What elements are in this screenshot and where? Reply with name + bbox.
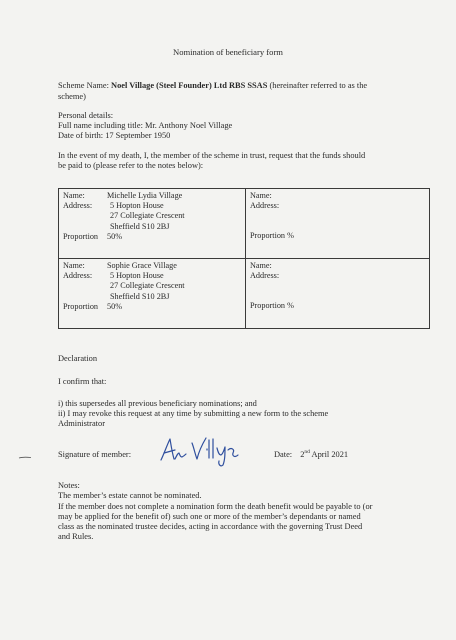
address-label: Address: (250, 271, 280, 281)
signature-label: Signature of member: (58, 450, 132, 459)
confirm-text: I confirm that: (58, 377, 107, 386)
request-line-1: In the event of my death, I, the member of the scheme in trust, request that the funds should (58, 151, 366, 160)
address-line-1: 5 Hopton House (110, 271, 164, 281)
proportion-label: Proportion % (250, 301, 294, 311)
proportion-label: Proportion % (250, 231, 294, 241)
notes-para-line-3: class as the nominated trustee decides, acting in accordance with the governing Trust Deed (58, 522, 363, 531)
beneficiary-cell-2 (246, 189, 430, 259)
notes-heading: Notes: (58, 481, 80, 490)
proportion-label: Proportion (63, 231, 99, 241)
scan-mark (18, 456, 32, 459)
beneficiary-cell-4 (246, 259, 430, 329)
scheme-suffix: (hereinafter referred to as the (267, 81, 368, 90)
address-line-3: Sheffield S10 2BJ (110, 291, 170, 301)
address-label: Address: (63, 271, 93, 281)
scheme-label: Scheme Name: (58, 81, 112, 90)
date-line (274, 450, 348, 460)
name-label: Name: (250, 191, 272, 200)
name-label: Name: (63, 261, 85, 270)
address-line-2: 27 Collegiate Crescent (110, 281, 185, 291)
personal-details-heading: Personal details: (58, 111, 114, 120)
scheme-suffix-line2: scheme) (58, 92, 86, 101)
request-line-2: be paid to (please refer to the notes below): (58, 161, 204, 170)
declaration-heading: Declaration (58, 354, 98, 363)
beneficiary-table (58, 188, 430, 329)
date-suffix: nd (304, 449, 310, 456)
date-rest: April 2021 (309, 450, 349, 459)
address-label: Address: (63, 201, 93, 211)
form-title: Nomination of beneficiary form (172, 47, 283, 57)
notes-para-line-4: and Rules. (58, 532, 94, 541)
scheme-name: Noel Village (Steel Founder) Ltd RBS SSAS (111, 81, 268, 90)
declaration-item-2-line-2: Administrator (58, 419, 105, 428)
name-label: Name: (250, 261, 272, 270)
date-label: Date: (274, 450, 293, 459)
proportion-label: Proportion (63, 301, 99, 311)
member-signature (155, 434, 241, 468)
notes-para-line-1: If the member does not complete a nomination form the death benefit would be payable to (or (58, 502, 373, 511)
address-line-2: 27 Collegiate Crescent (110, 211, 185, 221)
declaration-item-1: i) this supersedes all previous beneficiary nominations; and (58, 399, 257, 408)
address-label: Address: (250, 201, 280, 211)
name-label: Name: (63, 191, 85, 200)
full-name: Full name including title: Mr. Anthony Noel Village (58, 121, 233, 130)
beneficiary-cell-3 (59, 259, 246, 329)
scheme-name-line (58, 81, 367, 91)
beneficiary-name: Sophie Grace Village (107, 261, 177, 270)
declaration-item-2-line-1: ii) I may revoke this request at any time by submitting a new form to the scheme (58, 409, 329, 418)
address-line-3: Sheffield S10 2BJ (110, 221, 170, 231)
notes-line-1: The member’s estate cannot be nominated. (58, 491, 202, 500)
date-day: 2 (300, 450, 305, 459)
beneficiary-cell-1 (59, 189, 246, 259)
beneficiary-name: Michelle Lydia Village (107, 191, 183, 200)
proportion-value: 50% (107, 231, 123, 241)
notes-para-line-2: may be applied for the benefit of) such one or more of the member’s dependants or named (58, 512, 361, 521)
proportion-value: 50% (107, 301, 123, 311)
date-of-birth: Date of birth: 17 September 1950 (58, 131, 171, 140)
address-line-1: 5 Hopton House (110, 201, 164, 211)
